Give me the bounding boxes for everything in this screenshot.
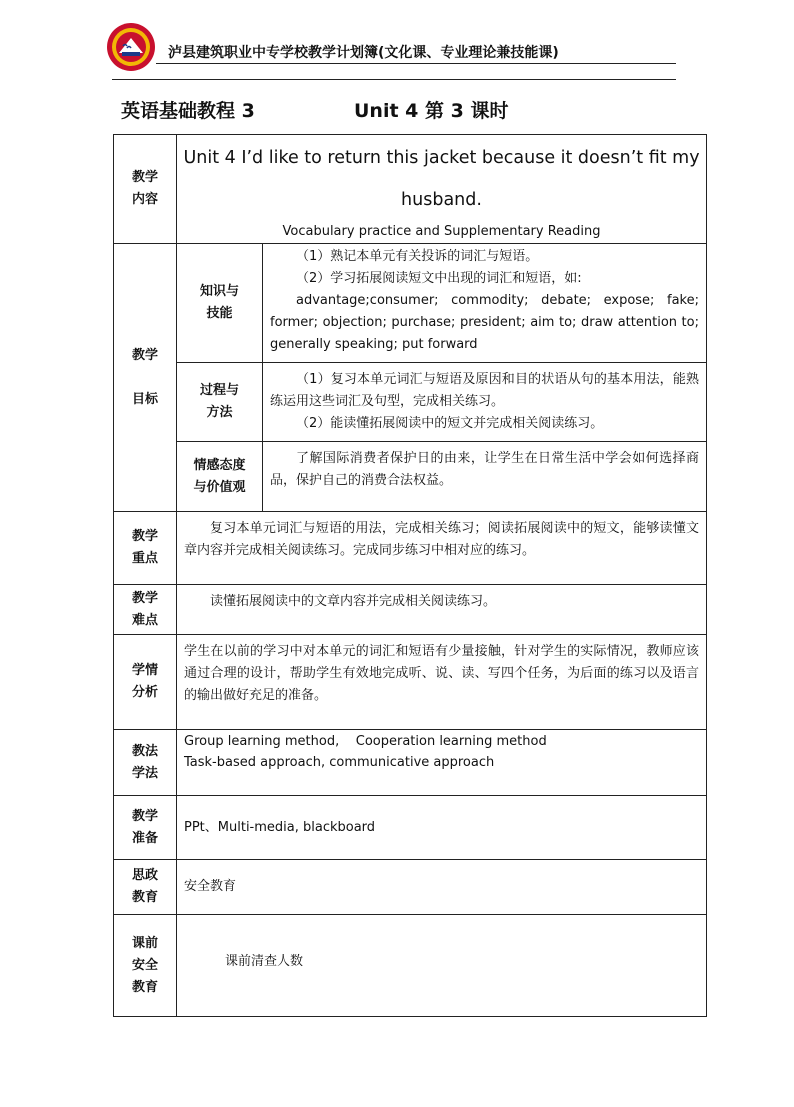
cell-attitude-values (263, 442, 707, 512)
header-rule-lower (112, 79, 676, 80)
label-preparation: 教学 准备 (114, 796, 177, 860)
learner-analysis-text: 学生在以前的学习中对本单元的词汇和短语有少量接触，针对学生的实际情况，教师应该通过合理的设计，帮助学生有效地完成听、说、读、写四个任务，为后面的练习以及语言的输出做好充足的准备。 (184, 644, 699, 703)
label-process-method: 过程与 方法 (177, 363, 263, 442)
row-ideology (114, 860, 707, 915)
ideology-text: 安全教育 (184, 879, 237, 894)
process-line-2: （2）能读懂拓展阅读中的短文并完成相关阅读练习。 (296, 416, 604, 431)
row-learner-analysis (114, 635, 707, 730)
cell-process-method (263, 363, 707, 442)
knowledge-line-2: （2）学习拓展阅读短文中出现的词汇和短语，如: (296, 271, 582, 286)
row-key-points (114, 512, 707, 585)
row-teaching-content (114, 135, 707, 244)
row-objective-attitude (114, 442, 707, 512)
cell-safety (177, 915, 707, 1017)
lesson-plan-table (113, 134, 707, 1017)
lesson-subtitle: Vocabulary practice and Supplementary Reading (282, 224, 601, 239)
knowledge-vocabulary: advantage;consumer; commodity; debate; expose; fake; former; objection; purchase; president; aim to; draw attention to; generally speaking; put forward (270, 293, 699, 352)
row-safety (114, 915, 707, 1017)
label-knowledge-skills: 知识与 技能 (177, 244, 263, 363)
attitude-text: 了解国际消费者保护日的由来，让学生在日常生活中学会如何选择商品，保护自己的消费合法权益。 (270, 451, 699, 488)
cell-preparation (177, 796, 707, 860)
cell-teaching-content (177, 135, 707, 244)
header-rule (156, 63, 676, 64)
cell-learner-analysis (177, 635, 707, 730)
school-emblem-icon (106, 22, 156, 72)
cell-key-points (177, 512, 707, 585)
label-attitude-values: 情感态度 与价值观 (177, 442, 263, 512)
row-preparation (114, 796, 707, 860)
cell-difficulties (177, 585, 707, 635)
safety-text: 课前清查人数 (225, 953, 304, 969)
methods-line-1: Group learning method, Cooperation learning method (184, 734, 547, 749)
preparation-text: PPt、Multi-media, blackboard (184, 819, 376, 835)
school-header-title: 泸县建筑职业中专学校教学计划簿(文化课、专业理论兼技能课) (168, 45, 559, 61)
label-difficulties: 教学 难点 (114, 585, 177, 635)
label-teaching-objectives: 教学 目标 (114, 244, 177, 512)
row-difficulties (114, 585, 707, 635)
label-learner-analysis: 学情 分析 (114, 635, 177, 730)
label-methods: 教法 学法 (114, 730, 177, 796)
label-ideology: 思政 教育 (114, 860, 177, 915)
methods-line-2: Task-based approach, communicative approach (184, 755, 495, 770)
cell-knowledge-skills (263, 244, 707, 363)
label-key-points: 教学 重点 (114, 512, 177, 585)
lesson-title: Unit 4 I’d like to return this jacket because it doesn’t fit my husband. (183, 148, 700, 210)
document-title (121, 96, 509, 123)
row-objective-process (114, 363, 707, 442)
label-teaching-content: 教学 内容 (114, 135, 177, 244)
difficulties-text: 读懂拓展阅读中的文章内容并完成相关阅读练习。 (210, 594, 497, 609)
key-points-text: 复习本单元词汇与短语的用法，完成相关练习；阅读拓展阅读中的短文，能够读懂文章内容并完成相关阅读练习。完成同步练习中相对应的练习。 (184, 521, 699, 558)
row-methods (114, 730, 707, 796)
row-objective-knowledge (114, 244, 707, 363)
course-name: 英语基础教程 3 (121, 100, 255, 122)
label-safety: 课前 安全 教育 (114, 915, 177, 1017)
process-line-1: （1）复习本单元词汇与短语及原因和目的状语从句的基本用法，能熟练运用这些词汇及句型，完成相关练习。 (270, 372, 699, 409)
cell-methods (177, 730, 707, 796)
cell-ideology (177, 860, 707, 915)
knowledge-line-1: （1）熟记本单元有关投诉的词汇与短语。 (296, 249, 539, 264)
unit-lesson: Unit 4 第 3 课时 (354, 100, 509, 122)
